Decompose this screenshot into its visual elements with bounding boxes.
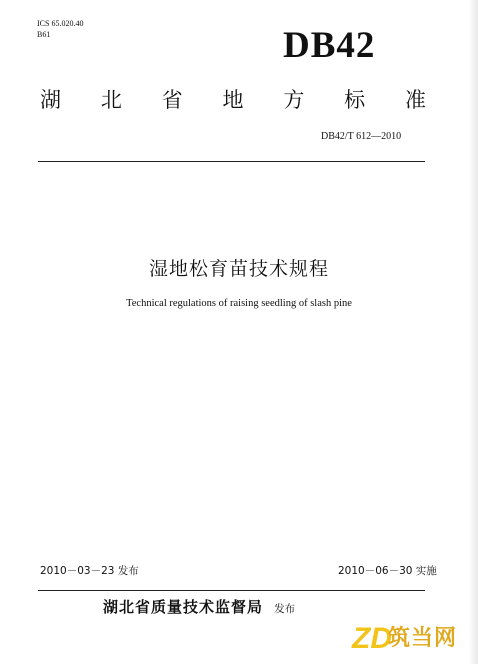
page-edge-shadow bbox=[468, 0, 478, 664]
category-char: 准 bbox=[404, 88, 426, 112]
issuer-action: 发布 bbox=[274, 603, 296, 615]
standard-prefix-logo: DB42 bbox=[283, 25, 376, 66]
category-char: 地 bbox=[222, 88, 244, 112]
site-watermark-logo bbox=[352, 620, 470, 658]
header-divider bbox=[38, 161, 425, 162]
document-title-chinese: 湿地松育苗技术规程 bbox=[148, 258, 329, 280]
standard-category-heading bbox=[40, 86, 426, 114]
category-char: 湖 bbox=[40, 88, 61, 112]
watermark-site-name: 筑当网 bbox=[388, 626, 458, 651]
document-title-english: Technical regulations of raising seedling of slash pine bbox=[126, 298, 352, 309]
footer-divider bbox=[38, 590, 425, 591]
category-char: 北 bbox=[100, 88, 122, 112]
implement-date: 2010－06－30 实施 bbox=[338, 565, 437, 577]
publish-date: 2010－03－23 发布 bbox=[40, 565, 139, 577]
category-char: 省 bbox=[161, 88, 183, 112]
category-char: 方 bbox=[283, 88, 305, 112]
watermark-logo-letters: ZD bbox=[352, 622, 392, 655]
ics-code: ICS 65.020.40 bbox=[37, 19, 84, 28]
issuer-name: 湖北省质量技术监督局 bbox=[103, 598, 264, 616]
classification-codes bbox=[37, 18, 83, 40]
ccs-code: B61 bbox=[37, 30, 51, 39]
category-char: 标 bbox=[344, 88, 366, 112]
standard-number: DB42/T 612—2010 bbox=[321, 131, 402, 142]
issuing-authority bbox=[103, 596, 295, 617]
